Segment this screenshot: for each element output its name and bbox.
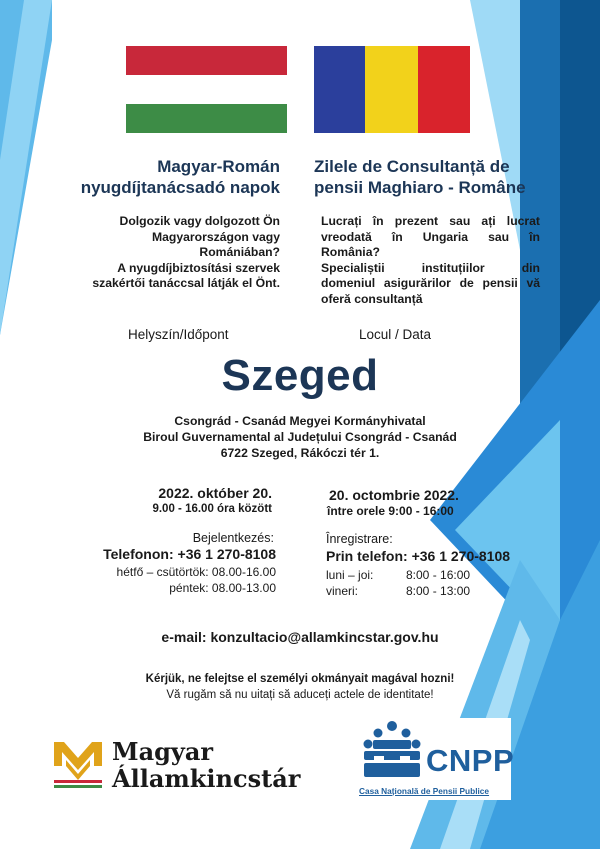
magyar-allamkincstar-logo-icon: [52, 736, 104, 792]
hours-row: [326, 568, 470, 584]
hours-time: 8:00 - 16:00: [406, 568, 471, 582]
hours-days: luni – joi:: [326, 568, 374, 582]
hungarian-phone-number[interactable]: +36 1 270-8108: [177, 546, 276, 562]
city-heading: Szeged: [221, 351, 379, 400]
address-line: Biroul Guvernamental al Județului Csongrád - Csanád: [143, 429, 457, 444]
hungarian-intro: [80, 214, 280, 292]
hungarian-venue-label: Helyszín/Időpont: [128, 327, 229, 342]
hungarian-intro-line: A nyugdíjbiztosítási szervek: [117, 260, 280, 275]
romanian-registration-label: Înregistrare:: [326, 532, 393, 546]
hungarian-phone-label: Telefonon:: [103, 546, 174, 562]
hungarian-time: 9.00 - 16.00 óra között: [152, 503, 272, 515]
romanian-intro-line: Lucrați în prezent sau ați lucrat: [321, 214, 540, 228]
romanian-intro-line: România?: [321, 245, 380, 260]
hungarian-flag-green-stripe: [126, 104, 287, 133]
right-band-light: [470, 0, 520, 250]
hungarian-hours: [117, 565, 276, 596]
cnpp-subtitle: Casa Națională de Pensii Publice: [359, 786, 490, 796]
hours-time: 8:00 - 13:00: [406, 583, 471, 598]
id-reminder: [0, 671, 600, 703]
romanian-phone-label: Prin telefon:: [326, 548, 408, 564]
venue-address: [0, 414, 600, 461]
romanian-intro-line: oferă consultanță: [321, 291, 423, 306]
hours-line: hétfő – csütörtök: 08.00-16.00: [116, 565, 276, 579]
hungarian-intro-line: Romániában?: [199, 245, 280, 260]
hours-line: péntek: 08.00-13.00: [169, 580, 276, 595]
hours-row: [326, 584, 470, 600]
romanian-time: între orele 9:00 - 16:00: [327, 504, 454, 518]
hungarian-flag-red-stripe: [126, 46, 287, 75]
cnpp-wordmark: CNPP: [426, 743, 515, 778]
address-line: 6722 Szeged, Rákóczi tér 1.: [220, 445, 380, 460]
hours-days: vineri:: [326, 583, 359, 598]
romanian-intro-line: domeniul asigurărilor de pensii vă: [321, 276, 540, 291]
hungarian-date: 2022. október 20.: [158, 485, 272, 501]
romanian-title-line: pensii Maghiaro - Române: [314, 178, 526, 197]
hungarian-registration-label: Bejelentkezés:: [192, 531, 274, 545]
email-label: e-mail:: [161, 629, 207, 645]
romanian-flag-red-stripe: [418, 46, 470, 133]
romanian-intro-line: Specialiștii instituțiilor din: [321, 260, 540, 275]
hungarian-phone: [103, 546, 276, 562]
hungarian-intro-line: Magyarországon vagy: [151, 229, 280, 244]
romanian-intro: [321, 214, 540, 308]
romanian-venue-label: Locul / Data: [359, 327, 432, 342]
hungarian-intro-line: szakértői tanáccsal látják el Önt.: [92, 276, 280, 291]
romanian-hours: [326, 568, 470, 599]
wordmark-line: Magyar: [112, 737, 214, 766]
hungarian-intro-line: Dolgozik vagy dolgozott Ön: [119, 214, 280, 228]
romanian-title: [314, 156, 526, 198]
romanian-title-line: Zilele de Consultanță de: [314, 157, 510, 176]
hungarian-title: [81, 156, 280, 198]
romanian-flag-yellow-stripe: [365, 46, 418, 133]
romanian-phone: [326, 548, 510, 564]
romanian-flag-blue-stripe: [314, 46, 365, 133]
cnpp-people-icon: [361, 720, 423, 782]
hungarian-title-line: Magyar-Román: [157, 157, 280, 176]
hungarian-title-line: nyugdíjtanácsadó napok: [80, 178, 280, 197]
romanian-intro-line: vreodată în Ungaria sau în: [321, 229, 540, 244]
address-line: Csongrád - Csanád Megyei Kormányhivatal: [174, 414, 426, 428]
romanian-phone-number[interactable]: +36 1 270-8108: [411, 548, 511, 564]
romanian-reminder: Vă rugăm să nu uitați să aduceți actele de identitate!: [166, 689, 434, 701]
wordmark-line: Államkincstár: [112, 764, 301, 793]
contact-email: [0, 629, 600, 645]
email-address[interactable]: konzultacio@allamkincstar.gov.hu: [210, 629, 439, 645]
magyar-allamkincstar-wordmark: [112, 738, 300, 792]
romanian-date: 20. octombrie 2022.: [329, 487, 459, 503]
hungarian-reminder: Kérjük, ne felejtse el személyi okmányait magával hozni!: [145, 673, 455, 685]
